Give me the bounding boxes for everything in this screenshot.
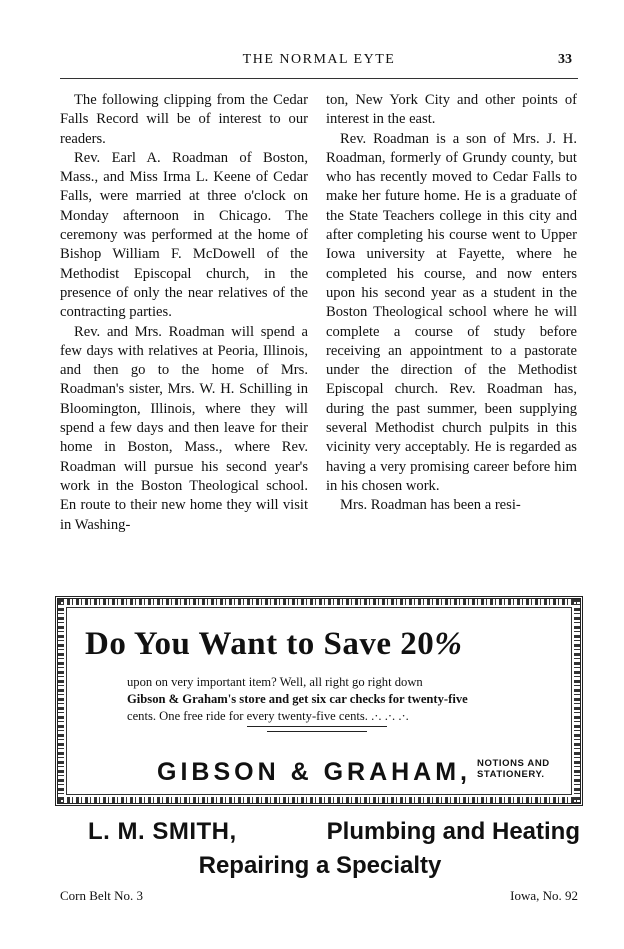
paragraph: Mrs. Roadman has been a resi- bbox=[340, 497, 521, 514]
header-rule bbox=[60, 78, 578, 79]
ad-divider-rules bbox=[247, 726, 387, 736]
right-column bbox=[326, 91, 577, 516]
gibson-graham-advertisement bbox=[55, 596, 583, 806]
footer-left: Corn Belt No. 3 bbox=[60, 888, 144, 903]
divider bbox=[247, 726, 387, 727]
plumber-advertisement bbox=[60, 818, 580, 888]
ad-headline-text: Do You Want to Save 20 bbox=[85, 626, 435, 662]
page-number: 33 bbox=[558, 52, 572, 67]
ad-tagline-line: NOTIONS AND bbox=[477, 758, 550, 769]
paragraph: ton, New York City and other points of interest in the east. bbox=[326, 92, 577, 128]
ad-headline-percent: % bbox=[434, 626, 463, 662]
ornamental-border bbox=[58, 797, 580, 803]
plumber-specialty: Repairing a Specialty bbox=[198, 852, 442, 879]
divider bbox=[267, 731, 367, 732]
ad-body bbox=[127, 674, 537, 725]
ornamental-border bbox=[58, 599, 64, 803]
ornamental-border bbox=[574, 599, 580, 803]
paragraph: Rev. Roadman is a son of Mrs. J. H. Roadman, formerly of Grundy county, but who has recently moved to Cedar Falls to make her future home. He is a graduate of the State Teachers college in this city and after completing his course went to Upper Iowa university at Fayette, where he completed his course, and now enters upon his second year as a student in the Boston Theological school where he will complete a course of study before receiving an appointment to a pastorate under the direction of the Methodist Episcopal church. Rev. Roadman has, during the past summer, been supplying several Methodist church pulpits in this vicinity very acceptably. He is regarded as having a very promising career before him in his chosen work. bbox=[326, 130, 577, 494]
ad-headline bbox=[85, 626, 462, 663]
page-footer bbox=[60, 888, 578, 906]
ad-brand-name: GIBSON & GRAHAM, bbox=[157, 758, 471, 786]
ad-tagline bbox=[477, 758, 550, 780]
ornamental-border bbox=[58, 599, 580, 605]
plumber-name: L. M. SMITH, bbox=[88, 818, 237, 845]
ad-inner-frame bbox=[66, 607, 572, 795]
footer-right: Iowa, No. 92 bbox=[510, 888, 578, 903]
paragraph: Rev. and Mrs. Roadman will spend a few days with relatives at Peoria, Illinois, and then go to the home of Mrs. Roadman's sister, Mrs. W. H. Schilling in Bloomington, Illinois, where they will spend a few days and then leave for their home in Boston, Mass., where Rev. Roadman will pursue his second year's work in the Boston Theological school. En route to their new home they will visit in Washing- bbox=[60, 323, 308, 533]
plumber-trade: Plumbing and Heating bbox=[326, 818, 580, 845]
left-column bbox=[60, 91, 308, 535]
paragraph: Rev. Earl A. Roadman of Boston, Mass., and Miss Irma L. Keene of Cedar Falls, were married at three o'clock on Monday afternoon in Chicago. The ceremony was performed at the home of Bishop William F. McDowell of the Methodist Episcopal church, in the presence of only the near relatives of the contracting parties. bbox=[60, 149, 308, 321]
page-header bbox=[60, 52, 578, 74]
ad-line: cents. One free ride for every twenty-five cents. .·. .·. .·. bbox=[127, 709, 409, 723]
paragraph: The following clipping from the Cedar Falls Record will be of interest to our readers. bbox=[60, 92, 308, 147]
ad-line: Gibson & Graham's store and get six car checks for twenty-five bbox=[127, 692, 468, 706]
ad-tagline-line: STATIONERY. bbox=[477, 769, 545, 780]
ad-line: upon on very important item? Well, all right go right down bbox=[127, 675, 423, 689]
journal-title: THE NORMAL EYTE bbox=[242, 52, 396, 67]
